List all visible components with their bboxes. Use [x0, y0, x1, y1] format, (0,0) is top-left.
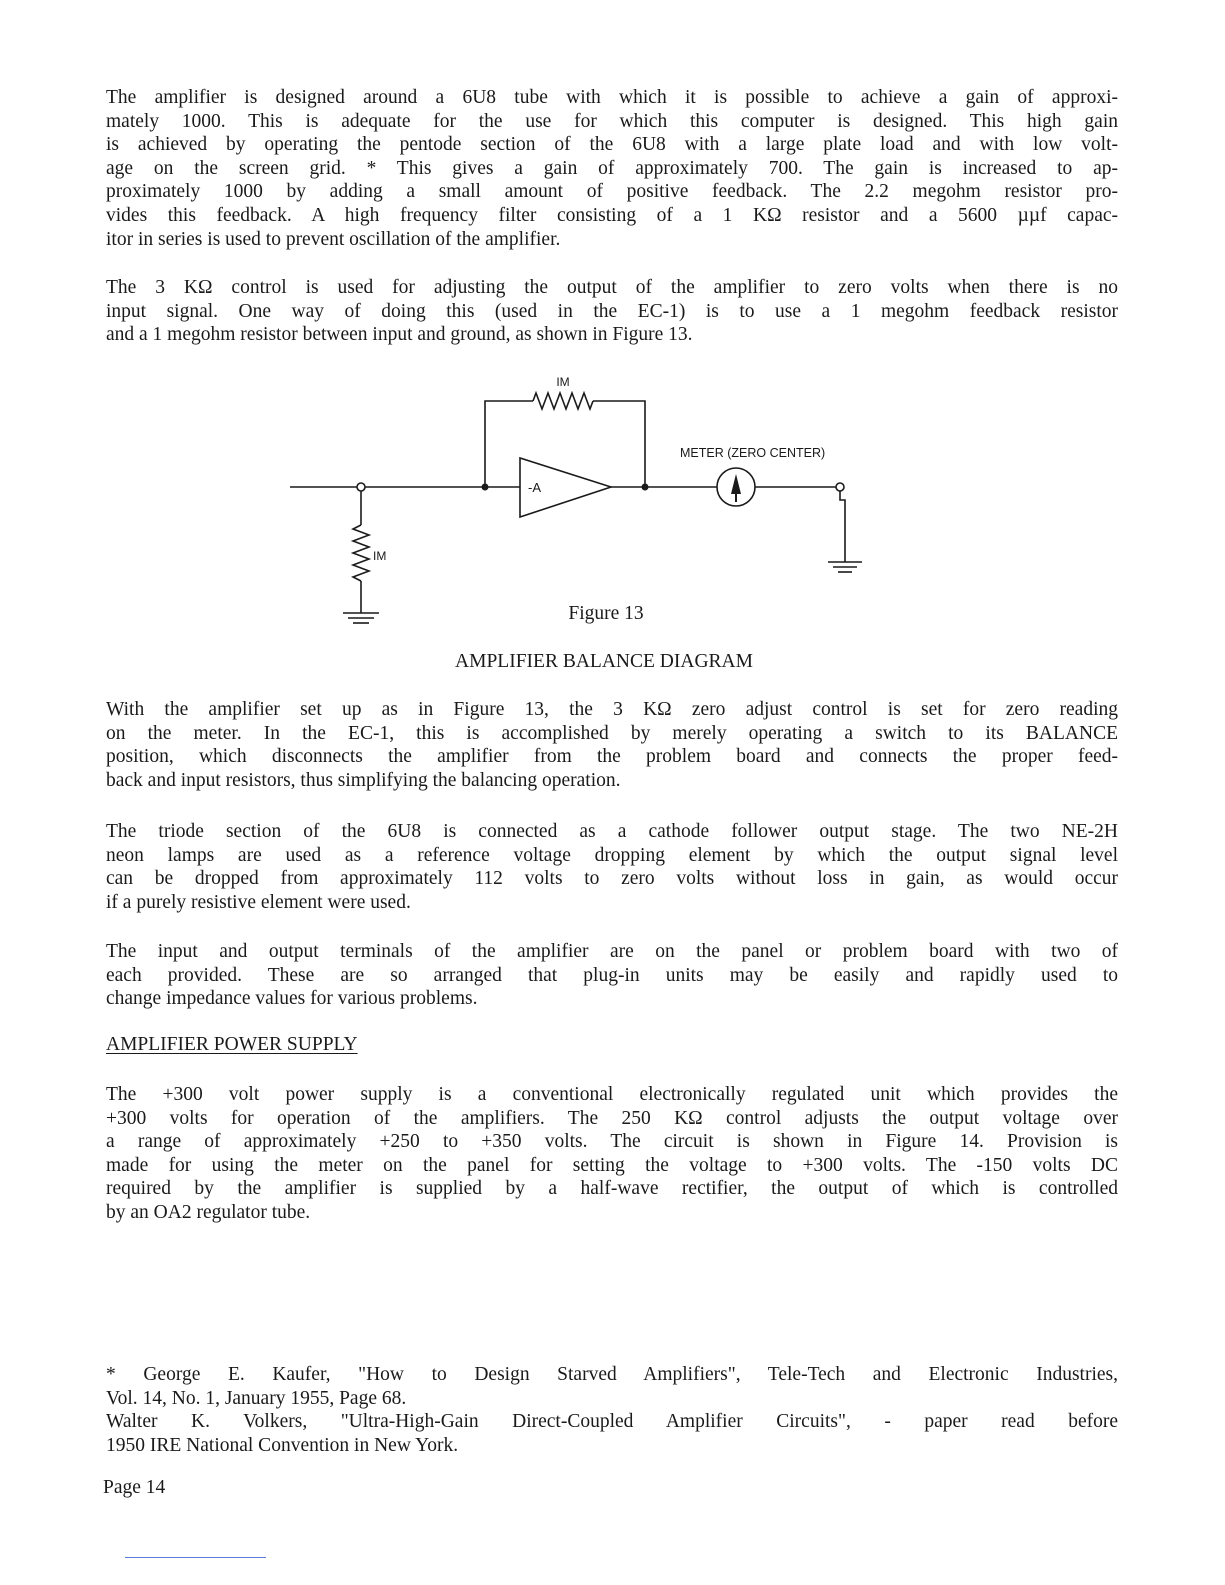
text-line: age on the screen grid. * This gives a gain of approximately 700. The gain is increased to ap- [106, 157, 1118, 179]
bottom-edge-mark [125, 1557, 266, 1558]
meter-label: METER (ZERO CENTER) [680, 446, 826, 460]
output-terminal [836, 483, 844, 491]
text-line: on the meter. In the EC-1, this is accomplished by merely operating a switch to its BALANCE [106, 722, 1118, 744]
paragraph-balance-setup [106, 698, 1118, 792]
footnote-line: Vol. 14, No. 1, January 1955, Page 68. [106, 1387, 407, 1409]
junction-dot-output [642, 484, 649, 491]
input-terminal [357, 483, 365, 491]
text-line: and a 1 megohm resistor between input and ground, as shown in Figure 13. [106, 324, 693, 346]
feedback-resistor-zigzag [533, 393, 593, 409]
text-line: neon lamps are used as a reference voltage dropping element by which the output signal level [106, 844, 1118, 866]
text-line: mately 1000. This is adequate for the use for which this computer is designed. This high gain [106, 110, 1118, 132]
amplifier-balance-circuit-diagram [0, 0, 1225, 600]
text-line: The triode section of the 6U8 is connected as a cathode follower output stage. The two NE-2H [106, 821, 1118, 842]
text-line: input signal. One way of doing this (used in the EC-1) is to use a 1 megohm feedback resistor [106, 300, 1118, 322]
ground-resistor-zigzag [353, 525, 369, 581]
text-line: a range of approximately +250 to +350 volts. The circuit is shown in Figure 14. Provision is [106, 1131, 1118, 1153]
text-line: if a purely resistive element were used. [106, 891, 411, 913]
text-line: by an OA2 regulator tube. [106, 1201, 311, 1223]
meter-needle-icon [731, 474, 741, 494]
text-line: is achieved by operating the pentode section of the 6U8 with a large plate load and with low volt- [106, 134, 1118, 156]
junction-dot-feedback [482, 484, 489, 491]
text-line: back and input resistors, thus simplifying the balancing operation. [106, 769, 621, 791]
text-line: position, which disconnects the amplifier from the problem board and connects the proper feed- [106, 746, 1118, 768]
text-line: can be dropped from approximately 112 volts to zero volts without loss in gain, as would occur [106, 868, 1118, 890]
paragraph-power-supply [106, 1083, 1118, 1225]
text-line: The +300 volt power supply is a conventional electronically regulated unit which provides the [106, 1084, 1118, 1105]
paragraph-triode-section [106, 820, 1118, 914]
feedback-wire-right [593, 401, 645, 487]
text-line: vides this feedback. A high frequency filter consisting of a 1 KΩ resistor and a 5600 µµf capac- [106, 204, 1118, 226]
text-line: The 3 KΩ control is used for adjusting the output of the amplifier to zero volts when there is no [106, 277, 1118, 298]
text-line: made for using the meter on the panel for setting the voltage to +300 volts. The -150 volts DC [106, 1154, 1118, 1176]
ground-wire-right [840, 491, 845, 562]
footnote-line: Walter K. Volkers, "Ultra-High-Gain Direct-Coupled Amplifier Circuits", - paper read before [106, 1411, 1118, 1433]
text-line: proximately 1000 by adding a small amount of positive feedback. The 2.2 megohm resistor pro- [106, 181, 1118, 203]
text-line: change impedance values for various problems. [106, 988, 478, 1010]
text-line: The amplifier is designed around a 6U8 tube with which it is possible to achieve a gain of approxi- [106, 87, 1118, 108]
text-line: +300 volts for operation of the amplifiers. The 250 KΩ control adjusts the output voltage over [106, 1107, 1118, 1129]
footnotes [106, 1363, 1118, 1457]
figure-number: Figure 13 [568, 603, 644, 624]
section-heading-power-supply: AMPLIFIER POWER SUPPLY [106, 1034, 358, 1055]
text-line: With the amplifier set up as in Figure 13, the 3 KΩ zero adjust control is set for zero reading [106, 699, 1118, 720]
feedback-resistor-label: IM [556, 375, 570, 389]
text-line: each provided. These are so arranged that plug-in units may be easily and rapidly used to [106, 964, 1118, 986]
page-number: Page 14 [103, 1477, 166, 1498]
figure-title: AMPLIFIER BALANCE DIAGRAM [455, 651, 753, 672]
paragraph-terminals [106, 940, 1118, 1011]
feedback-wire-left [485, 401, 533, 487]
amplifier-label: -A [528, 480, 541, 495]
footnote-line: 1950 IRE National Convention in New York. [106, 1434, 459, 1456]
text-line: required by the amplifier is supplied by a half-wave rectifier, the output of which is controlled [106, 1178, 1118, 1200]
text-line: The input and output terminals of the amplifier are on the panel or problem board with two of [106, 941, 1118, 962]
text-line: itor in series is used to prevent oscillation of the amplifier. [106, 228, 561, 250]
footnote-line: * George E. Kaufer, "How to Design Starved Amplifiers", Tele-Tech and Electronic Industries, [106, 1364, 1118, 1385]
ground-resistor-label: IM [373, 549, 387, 563]
